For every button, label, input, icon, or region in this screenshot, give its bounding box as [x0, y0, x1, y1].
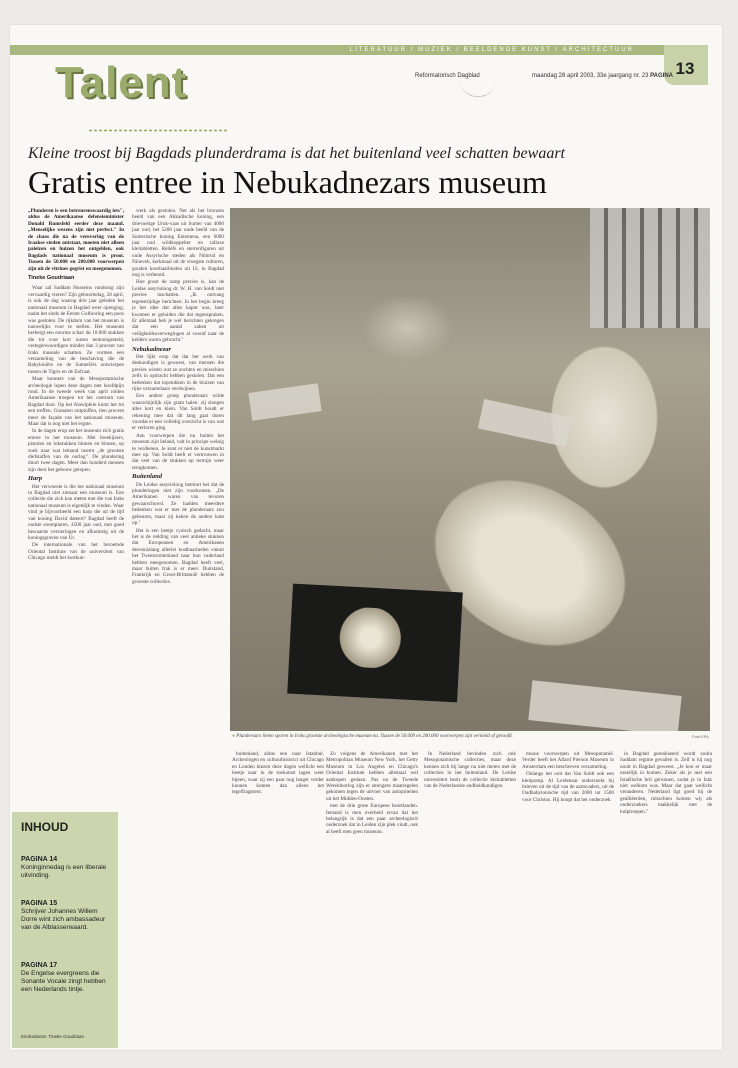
column-1: [28, 208, 124, 828]
decorative-swirl: [460, 80, 496, 97]
photo-credit: Foto EPA: [692, 734, 709, 739]
inhoud-page: PAGINA 17: [21, 962, 58, 969]
photo-frame-image: [329, 606, 412, 670]
byline: Tineke Goudriaan: [28, 275, 75, 282]
newspaper-page: [10, 25, 722, 1050]
photo-paper: [478, 399, 572, 447]
paragraph: In de dagen erop zet het museum zich gratis entree in het museum. Met breekijzers, pistolen en lokstukken binnen en binnen, op zoek naar wat iemand noemt „de grootste diefstaffen van de oorlog". De plundering duurt twee dagen. Meer dan honderd mensen zijn door het gebouw gelopen.: [28, 428, 124, 473]
dateline: [532, 73, 673, 79]
inhoud-box: [12, 812, 118, 1048]
column-4: [326, 751, 418, 1021]
paragraph: Een andere groep plunderaars wilde waarschijnlijk zijn gram halen: zij sloegen alles kort en klein. Van Soldt houdt er rekening mee dat dit lang gaat duren voordat er een volledig overzicht is van wat er verloren ging.: [132, 393, 224, 432]
caption-bullet: ●: [232, 734, 236, 739]
inhoud-page: PAGINA 15: [21, 900, 58, 907]
paragraph: Onlangs het ooit dat Van Soldt ook een kleitpomp. Al Leidenaar onderzoekt hij brieven uit de tijd van de aartsvaders, uit de Oudbabylonische tijd van 2000 tot 1500 voor Christus. Hij hoopt dat het onderzoek: [522, 771, 614, 803]
paragraph: met de drie grote Europese bezetlanden. Iemand is men overheid ervan dat het belangrijk is dat een paar archeologisch onderzoek dat in Leiden zijn plek vindt, ook al heeft men geen museum.: [326, 803, 418, 835]
article-headline: Gratis entree in Nebukadnezars museum: [28, 164, 547, 200]
paragraph: Zo volgens de Amerikanen met het Metropolitan Museum New York, het Getty Museum in Los Angeles en Chicago's Oriental Institute hebben allemaal wel aankopen gedaan. Pas na de Tweede Wereldoorlog zijn er strengere maatregelen gekomen tegen de uitvoer van antiquiteiten uit het Midden-Oosten.: [326, 751, 418, 802]
newspaper-reference: Reformatorisch Dagblad: [415, 73, 480, 79]
column-7: [620, 751, 712, 1021]
column-6: [522, 751, 614, 1021]
paragraph: in Bagdad gerealiseerd wordt zodra Saddam regime gevallen is. Zelf is hij nog nooit in Bagdad geweest. „Je kon er maar moeilijk in komen. Zeker als je met een Israëlische bril geronnen, zodat je in Irak niet welkom was. Maar dat gaat wellicht veranderen. Nederland ligt goed bij de gealliëerden, misschien komen wij als onderzoekers makkelijk met de hulptroepen.": [620, 751, 712, 815]
article-lead: „Plunderen is een betreurenswaardig iets", aldus de Amerikaanse defensieminister Donald Rumsfeld eerder deze maand. „Menselijke wezens zijn niet perfect." In de chaos die na de verovering van de Iraakse steden ontstaat, moeten niet alleen paleizen en huizen het ontgelden, ook Bagdads nationaal museum is prooi. Tussen de 50.000 en 200.000 voorwerpen zijn uit de vitrines gegrist en meegenomen.: [28, 208, 124, 272]
inhoud-item[interactable]: [21, 900, 113, 932]
article-kicker: Kleine troost bij Bagdads plunderdrama is dat het buitenland veel schatten bewaart: [28, 145, 565, 162]
subhead-nebukadnezar: Nebukadnezar: [132, 345, 172, 353]
paragraph: Het is een beetje cynisch gedacht, maar het is de redding van veel antieke stukken dat Europeanen en Amerikanen decennialang allerlei kostbaarheden vanuit het Tweestromenland naar hun vaderland hebben meegenomen. Bagdad heeft veel, maar buiten Irak is er meer. Duitsland, Frankrijk en Groot-Brittannië hebben de grootste collecties.: [132, 527, 224, 585]
paragraph: De Leidse assyrioloog betreurt het dat de plunderingen niet zijn voorkomen. „De Amerikanen waren van tevoren gewaarschuwd. Ze hadden meerdere bedenken wat er met de plunderaars zou gebeuren, maar zij keken de andere kant op.": [132, 481, 224, 527]
photo-frame: [287, 584, 463, 703]
page-number: 13: [675, 59, 695, 78]
paragraph: Het verwoeste is die het nationaal museum in Bagdad niet zomaar een museum is. Een collectie die zich kan meten met die van Iraks nationaal museum is eigenlijk te vinden. Waar vind je bijvoorbeeld een harp die uit de tijd van koning David dateert? Bagdad heeft de oudste exemplaren, 4500 jaar oud, met goed bewaarde versieringen en afkomstig uit de koningsgraven van Ur.: [28, 483, 124, 541]
editor-credit: Eindredactie: Tineke Goudriaan: [21, 1034, 85, 1039]
dotted-rule: [88, 129, 228, 132]
photo-window: [590, 208, 710, 328]
museum-photo: [230, 208, 710, 731]
subhead-buitenland: Buitenland: [132, 473, 162, 481]
paragraph: In Nederland bevinden zich ook Mesopotamische collecties, maar deze kennen zich bij lange na niet meten met de collecties in het buitenland. De Leidse universiteit bezit de collectie kleitabletten van de Nederlandse oudheidkundigen.: [424, 751, 516, 790]
inhoud-text: De Engelse evergreens die Sonante Vocale zingt hebben een Nederlands tintje.: [21, 970, 106, 993]
date-text: maandag 28 april 2003, 33e jaargang nr. 23: [532, 73, 649, 79]
paragraph: Waar zal Saddam Husseins vandoing zijn vervaardig vieren? Zijn geboortedag, 28 april, is ook de dag waarop drie jaar geleden het nationaal museum in Bagdad weer openging, nadat het sinds de Eerste Golfoorlog een poos was gesloten. De rijkdom van het museum is nauwelijks voor te stellen. Het museum herbergt een enorme schat: de 10.000 stukken die tot voor kort waren tentoongesteld, vertegenwoordigen minder dan 3 procent van Iraks museale schatten. Ze vormen een verzameling van de beschaving die de Babyloniërs en de Sumeriërs ontwierpen tussen de Tigris en de Eufraat.: [28, 285, 124, 375]
paragraph: De internationale van het beroemde Oriental Institute van de universiteit van Chicago meldt het kortkun-: [28, 542, 124, 562]
page-label: PAGINA: [650, 73, 673, 79]
column-2: [132, 208, 224, 1008]
inhoud-title: INHOUD: [21, 820, 69, 834]
caption-text: Plunderaars lieten sporen in Iraks grootste archeologische museum na. Tussen de 50.000 en 200.000 voorwerpen zijn vernield of geroofd.: [236, 734, 513, 739]
section-bar: [10, 45, 682, 55]
paragraph: mooie voorwerpen uit Mesopotamië. Verder heeft het Allard Pierson Museum in Amsterdam een beschreven verzameling.: [522, 751, 614, 770]
inhoud-item[interactable]: [21, 962, 113, 994]
paragraph: Maar kunners van de Mesopotamische archeologie lopen deze dagen met hoofdpijn rond. In de tweede week van april rolden Amerikaanse troepen tot het centrum van Bagdad door. Op het Alawiplein komt het tot een treffen. Granaten ontploffen, tien procent meer de façade van het nationaal museum. Maar dat is nog niet het ergste.: [28, 376, 124, 427]
inhoud-page: PAGINA 14: [21, 856, 58, 863]
photo-paper: [248, 383, 321, 420]
paragraph: Aan voorwerpen die nu buiten het museum zijn beland, valt in principe weinig te verdienen. Je kunt er niet de kunstmarkt mee op. Van Soldt heeft er vertrouwen in dat veel van de stukken op termijn weer terugkomen.: [132, 432, 224, 471]
paragraph: werk als gestolen. Net als het bronzen beeld van een Akkadische koning, een drievoetige Uruk-vaas uit Sumer van 4000 jaar oud, het 5200 jaar oude beeld van de Sumerische koning Entemena, een 6000 jaar oud wildkoppelter en talloze kleitabletten. Reliëfs en sterrenfiguren uit oude Assyrische steden als Nimrud en Nineveh, kerkmaal uit de vroegste culturen, gouden koorhaarbieden uit Ur, in Bagdad nog is verbeurd.: [132, 208, 224, 279]
paragraph: Hoe groot de ramp precies is, kan de Leidse assyrioloog dr. W. H. van Soldt niet precies inschatten. „Ik ontvang tegenstrijdige berichten. In het begin kreeg je het idee dat alles kapot was, later kwamen er geluiden die dat tegenspraken. Er allemaal heb je wel berichten gekregen dat een aantal zaken uit veiligheidsoverwegingen al vooraf naar de kelders waren gebracht.": [132, 279, 224, 344]
inhoud-item[interactable]: [21, 856, 113, 880]
section-line: LITERATUUR / MUZIEK / BEELDENDE KUNST / ARCHITECTUUR: [349, 47, 634, 53]
paragraph: Het lijkt erop dat dat het werk van deskundigen is geweest, van mensen die precies wisten wat ze zochten en misschien zelfs in opdracht hebben gestolen. Dat een bedenken dat topstukken in de kluizen van rijke verzamelaars verdwijnen.: [132, 353, 224, 392]
photo-paper: [528, 680, 681, 731]
section-title: Talent: [55, 58, 188, 107]
inhoud-text: Schrijver Johannes Willem Dorre wint zich ambassadeur van de Alblasserwaard.: [21, 908, 106, 931]
photo-caption: [232, 734, 702, 739]
inhoud-text: Koninginnedag is een liberale uitvinding.: [21, 864, 107, 879]
subhead-harp: Harp: [28, 475, 43, 483]
column-5: [424, 751, 516, 1021]
paragraph: buitenland, aldus een naar Istanbul. Archeologen en cultuurhistorici uit Chicago en Londen kiezen deze dagen wellicht een beetje naar in de toekomst lagen weer bijeen, waar zij een paar nog langer verder kunnen komen dan alleen het tegelfragment.: [232, 751, 324, 796]
column-3: [232, 751, 324, 1021]
